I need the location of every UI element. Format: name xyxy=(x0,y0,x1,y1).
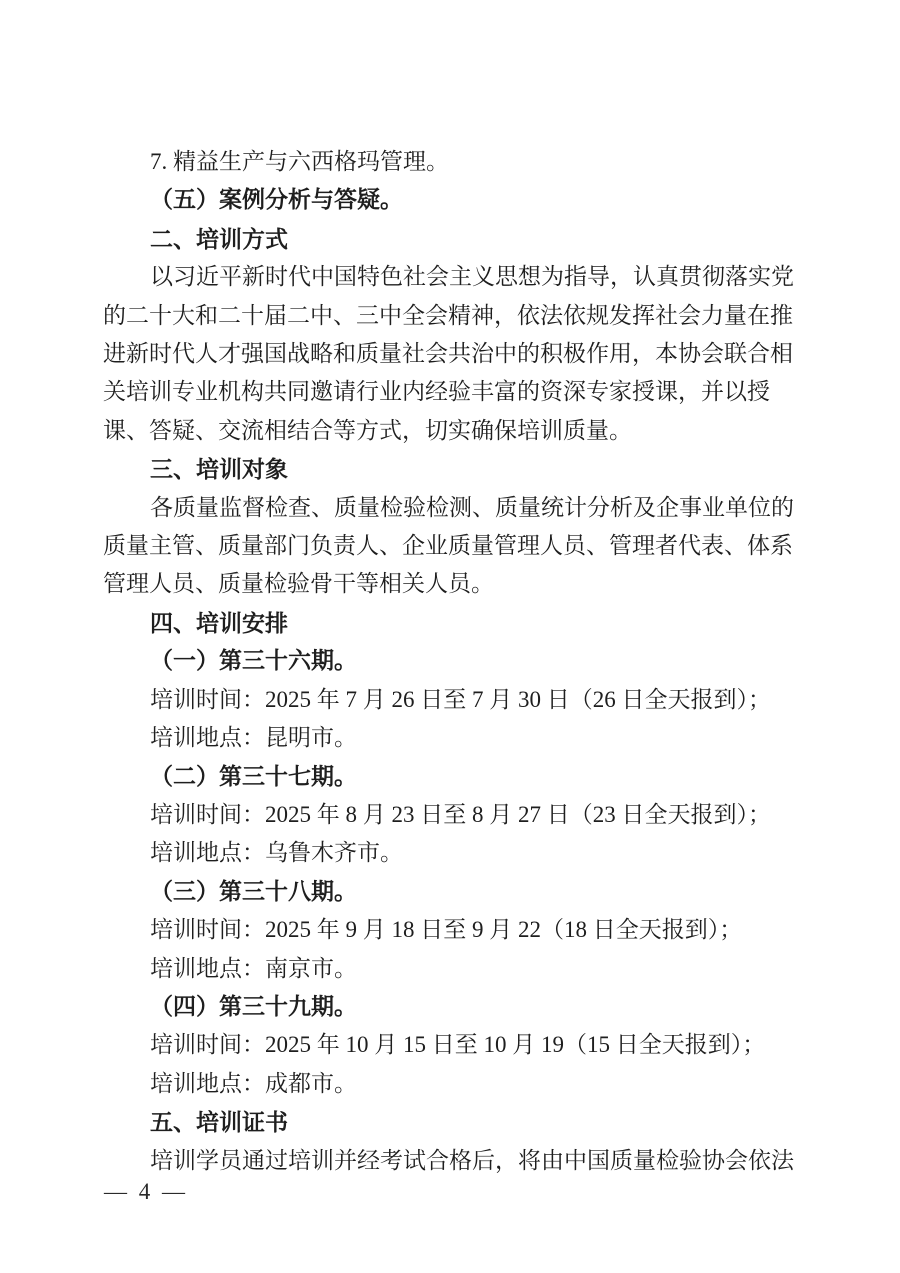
text-line: 五、培训证书 xyxy=(150,1109,288,1136)
text-line: 的二十大和二十届二中、三中全会精神，依法依规发挥社会力量在推 xyxy=(103,302,793,328)
text-line: （三）第三十八期。 xyxy=(150,878,357,904)
text-line: 四、培训安排 xyxy=(150,609,288,636)
text-line: 课、答疑、交流相结合等方式，切实确保培训质量。 xyxy=(103,417,632,443)
text-line: 进新时代人才强国战略和质量社会共治中的积极作用，本协会联合相 xyxy=(103,341,793,367)
text-line: （二）第三十七期。 xyxy=(150,763,357,789)
text-line: 各质量监督检查、质量检验检测、质量统计分析及企事业单位的 xyxy=(150,494,794,520)
text-line: 培训地点：南京市。 xyxy=(150,955,357,981)
text-line: 培训时间：2025 年 9 月 18 日至 9 月 22（18 日全天报到）； xyxy=(150,917,743,943)
text-line: 关培训专业机构共同邀请行业内经验丰富的资深专家授课，并以授 xyxy=(103,379,770,405)
text-line: 质量主管、质量部门负责人、企业质量管理人员、管理者代表、体系 xyxy=(103,533,793,559)
text-line: 二、培训方式 xyxy=(150,225,288,252)
text-line: 培训时间：2025 年 7 月 26 日至 7 月 30 日（26 日全天报到）； xyxy=(150,686,771,712)
text-line: 培训地点：昆明市。 xyxy=(150,725,357,751)
text-line: （五）案例分析与答疑。 xyxy=(150,187,403,213)
text-line: （四）第三十九期。 xyxy=(150,993,357,1019)
text-line: 管理人员、质量检验骨干等相关人员。 xyxy=(103,571,494,597)
text-line: （一）第三十六期。 xyxy=(150,648,357,674)
text-line: 7. 精益生产与六西格玛管理。 xyxy=(150,149,449,174)
text-line: 培训地点：乌鲁木齐市。 xyxy=(150,840,403,866)
text-line: 培训时间：2025 年 10 月 15 日至 10 月 19（15 日全天报到）； xyxy=(150,1032,766,1058)
text-line: 培训地点：成都市。 xyxy=(150,1070,357,1096)
text-line: 培训学员通过培训并经考试合格后，将由中国质量检验协会依法 xyxy=(150,1147,794,1173)
text-line: 以习近平新时代中国特色社会主义思想为指导，认真贯彻落实党 xyxy=(150,264,794,290)
text-line: 培训时间：2025 年 8 月 23 日至 8 月 27 日（23 日全天报到）； xyxy=(150,801,771,827)
text-line: 三、培训对象 xyxy=(150,456,288,483)
page-number: — 4 — xyxy=(104,1179,188,1204)
document-body xyxy=(103,143,798,1180)
